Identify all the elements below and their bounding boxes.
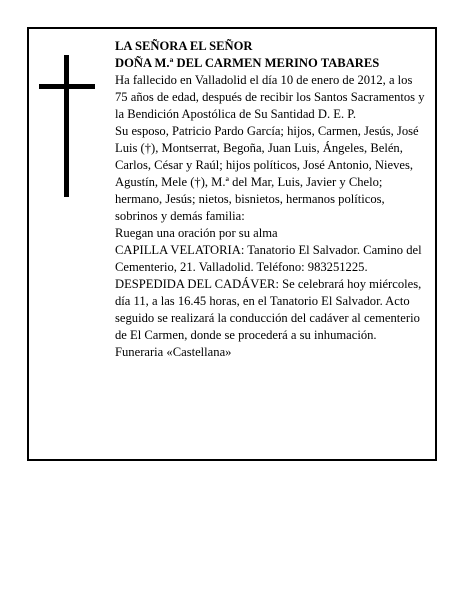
cross-icon: [64, 55, 69, 197]
obituary-heading: LA SEÑORA EL SEÑOR: [115, 39, 253, 53]
obituary-text: [115, 38, 425, 361]
cross-icon-crossbar: [39, 84, 95, 89]
funeral-info: DESPEDIDA DEL CADÁVER: Se celebrará hoy miércoles, día 11, a las 16.45 horas, en el Tanatorio El Salvador. Acto seguido se realizará la conducción del cadáver al cementerio de El Carmen, donde se procederá a su inhumación.: [115, 277, 422, 342]
death-notice: Ha fallecido en Valladolid el día 10 de enero de 2012, a los 75 años de edad, después de recibir los Santos Sacramentos y la Bendición Apostólica de Su Santidad D. E. P.: [115, 73, 425, 121]
chapel-info: CAPILLA VELATORIA: Tanatorio El Salvador. Camino del Cementerio, 21. Valladolid. Teléfono: 983251225.: [115, 243, 422, 274]
prayer-request: Ruegan una oración por su alma: [115, 226, 278, 240]
funeral-home: Funeraria «Castellana»: [115, 345, 232, 359]
family-list: Su esposo, Patricio Pardo García; hijos, Carmen, Jesús, José Luis (†), Montserrat, Begoña, Juan Luis, Ángeles, Belén, Carlos, César y Raúl; hijos políticos, José Antonio, Nieves, Agustín, Mele (†), M.ª del Mar, Luis, Javier y Chelo; hermano, Jesús; nietos, bisnietos, hermanos políticos, sobrinos y demás familia:: [115, 124, 419, 223]
deceased-name: DOÑA M.ª DEL CARMEN MERINO TABARES: [115, 56, 380, 70]
